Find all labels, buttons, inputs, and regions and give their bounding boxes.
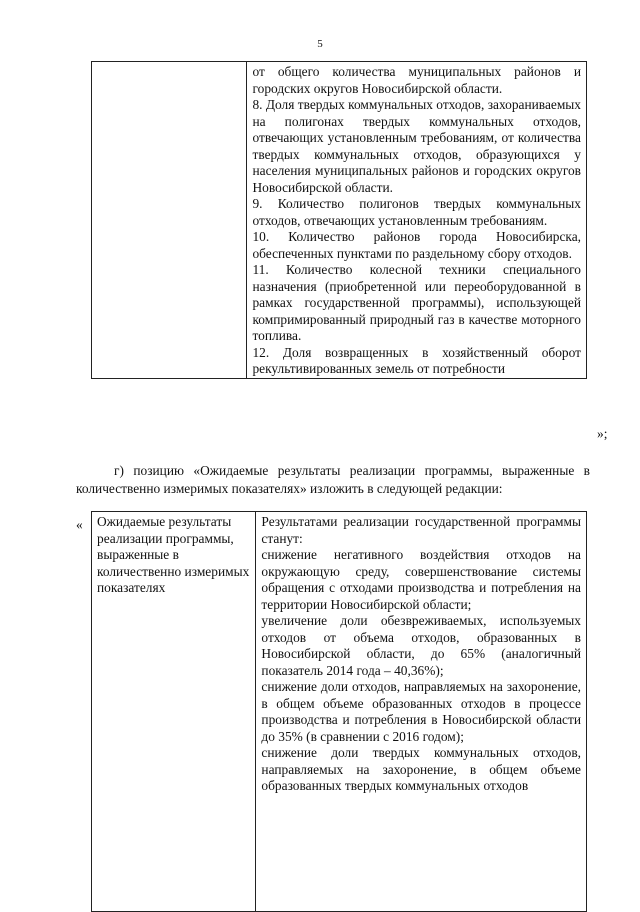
- result-item: снижение доли отходов, направляемых на захоронение, в общем объеме образованных отходов в процессе производства и потребления в Новосибирской области до 35% (в сравнении с 2016 годом);: [261, 679, 581, 744]
- indicator-item: 8. Доля твердых коммунальных отходов, захораниваемых на полигонах твердых коммунальных отходов, отвечающих установленным требованиям, от количества твердых коммунальных отходов, образующихся у населения муниципальных районов и городских округов Новосибирской области.: [252, 97, 581, 195]
- opening-quote: «: [76, 517, 83, 532]
- expected-results-table: [91, 511, 587, 912]
- closing-quote: »;: [597, 426, 608, 441]
- result-item: увеличение доли обезвреживаемых, используемых отходов от объема отходов, образованных в Новосибирской области, до 65% (аналогичный показатель 2014 года – 40,36%);: [261, 613, 581, 678]
- indicators-table-continuation: [91, 61, 587, 379]
- page-number: 5: [317, 38, 323, 50]
- result-item: Результатами реализации государственной программы станут:: [261, 514, 581, 546]
- result-item: снижение доли твердых коммунальных отходов, направляемых на захоронение, в общем объеме образованных твердых коммунальных отходов: [261, 745, 581, 793]
- result-item: снижение негативного воздействия отходов на окружающую среду, совершенствование системы обращения с отходами производства и потребления на территории Новосибирской области;: [261, 547, 581, 612]
- indicator-item: 9. Количество полигонов твердых коммунальных отходов, отвечающих установленным требованиям.: [252, 196, 581, 228]
- indicator-item: 12. Доля возвращенных в хозяйственный оборот рекультивированных земель от потребности: [252, 344, 581, 376]
- amendment-paragraph-g: г) позицию «Ожидаемые результаты реализации программы, выраженные в количественно измеримых показателях» изложить в следующей редакции:: [76, 463, 590, 496]
- indicator-item: от общего количества муниципальных районов и городских округов Новосибирской области.: [252, 64, 581, 96]
- expected-results-label: Ожидаемые результаты реализации программы, выраженные в количественно измеримых показателях: [92, 512, 256, 912]
- indicator-item: 10. Количество районов города Новосибирска, обеспеченных пунктами по раздельному сбору отходов.: [252, 229, 581, 261]
- expected-results-cell: [256, 512, 587, 912]
- indicator-item: 11. Количество колесной техники специального назначения (приобретенной или переоборудованной в рамках государственной программы), использующей компримированный природный газ в качестве моторного топлива.: [252, 262, 581, 343]
- empty-label-cell: [92, 62, 247, 379]
- indicators-list-cell: [247, 62, 587, 379]
